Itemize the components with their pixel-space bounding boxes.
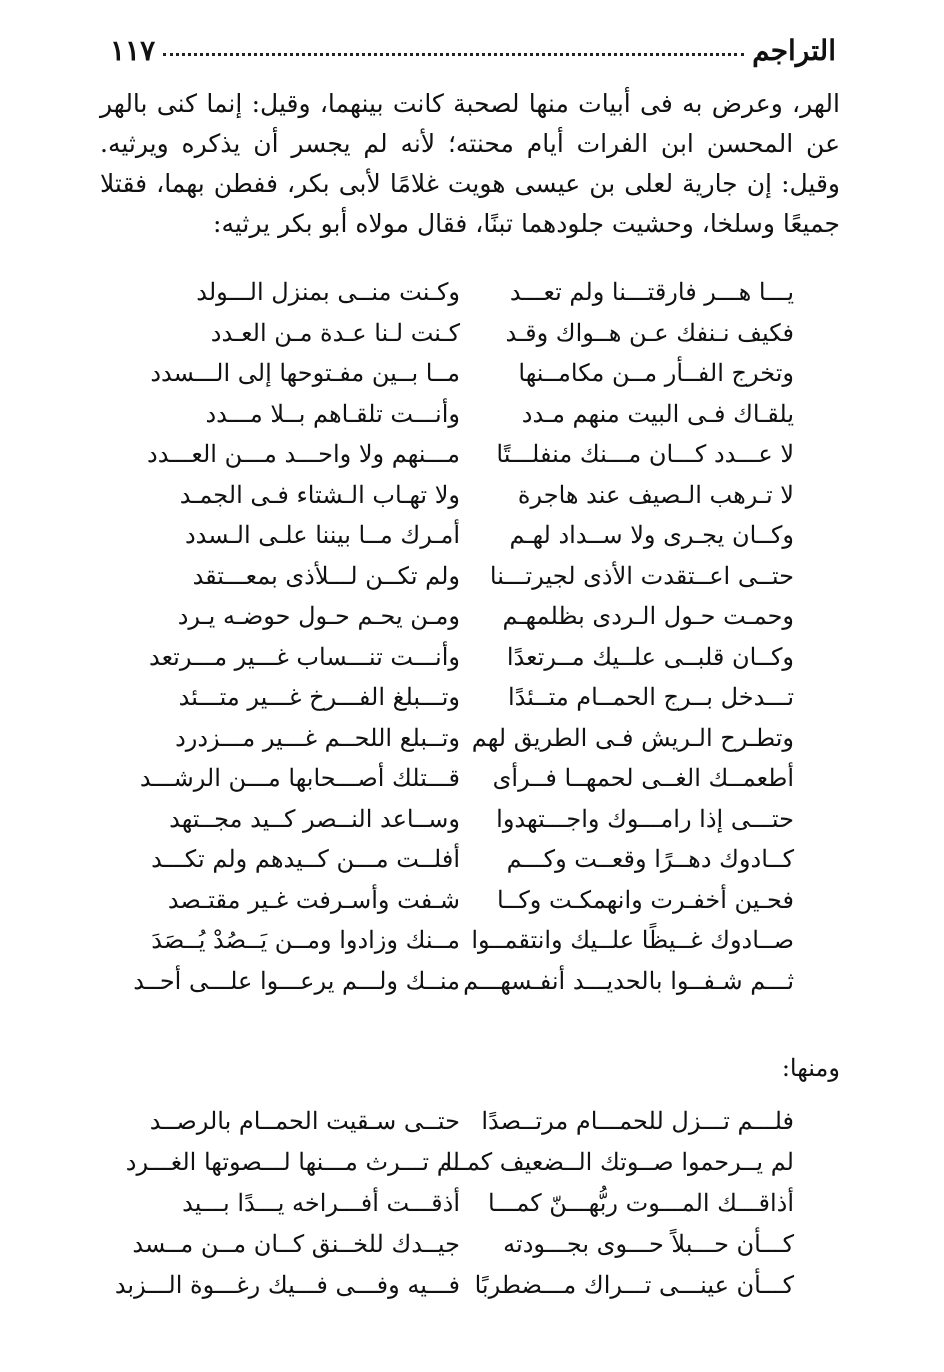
second-hemistich: شـفت وأسـرفت غـير مقتـصد	[167, 885, 460, 914]
second-hemistich: ولم تكــن لـــلأذى بمعـــتقد	[192, 561, 460, 590]
verse-row	[160, 718, 794, 759]
verse-row	[160, 272, 794, 313]
verse-row	[132, 1223, 794, 1264]
running-head	[110, 30, 836, 70]
second-hemistich: وتــبلع اللحــم غـــير مـــزدرد	[175, 723, 460, 752]
verse-row	[160, 677, 794, 718]
verse-row	[147, 434, 794, 475]
leader-dots	[163, 53, 744, 56]
paragraph: الهر، وعرض به فى أبيات منها لصحبة كانت بينهما، وقيل: إنما كنى بالهر عن المحسن ابن الفرات أيام محنته؛ لأنه لم يجسر أن يذكره ويرثيه. وقيل: إن جارية لعلى بن عيسى هويت غلامًا لأبى بكر، ففطن بهما، فقتلا جميعًا وسلخا، وحشيت جلودهما تبنًا، فقال مولاه أبو بكر يرثيه:	[100, 89, 840, 238]
second-hemistich: وســاعد النــصر كــيد مجــتهد	[169, 804, 460, 833]
first-hemistich: فلـــم تـــزل للحمـــام مرتــصدًا	[481, 1106, 794, 1135]
second-hemistich: أذقـــت أفـــراخه يـــدًا بـــيد	[182, 1188, 460, 1217]
verse-row	[150, 353, 794, 394]
first-hemistich: لا عـــدد كـــان مـــنك منفلـــتًا	[496, 440, 794, 469]
second-hemistich: جيــدك للخــنق كــان مــن مــسد	[132, 1229, 460, 1258]
section-title: التراجم	[752, 33, 836, 67]
first-hemistich: فحـين أخفـرت وانهمكـت وكــا	[496, 885, 794, 914]
first-hemistich: وتطـرح الـريش فـى الطريق لهم	[471, 723, 794, 752]
second-hemistich: وأنـــت تلقـاهم بــلا مـــدد	[205, 399, 460, 428]
second-hemistich: حتــى سـقيت الحمــام بالرصــد	[149, 1106, 460, 1135]
poem-block	[133, 272, 794, 1001]
verse-row	[133, 961, 794, 1002]
first-hemistich: وكــان يجـرى ولا ســداد لهـم	[509, 521, 794, 550]
verse-row	[160, 799, 794, 840]
second-hemistich: وكـنت منــى بمنزل الـــولد	[196, 278, 460, 307]
first-hemistich: أطعمــك الغــى لحمهــا فــرأى	[492, 764, 794, 793]
second-hemistich: مــنك وزادوا ومــن يَــصُدْ يُــصَدَ	[151, 926, 460, 955]
first-hemistich: كـــأن حـــبلاً حـــوى بجـــودته	[503, 1229, 794, 1258]
verse-row	[160, 556, 794, 597]
first-hemistich: لم يــرحموا صــوتك الــضعيف كمــا	[445, 1147, 794, 1176]
verse-row	[151, 839, 794, 880]
second-hemistich: مــا بــين مفـتوحها إلى الـــسدد	[150, 359, 460, 388]
first-hemistich: حتــى اعــتقدت الأذى لجيرتـــنا	[489, 561, 794, 590]
verse-row	[160, 1182, 794, 1223]
first-hemistich: حتـــى إذا رامـــوك واجـــتهدوا	[496, 804, 794, 833]
section-label: ومنها:	[781, 1054, 840, 1082]
first-hemistich: يـــا هـــر فارقتـــنا ولم تعـــد	[509, 278, 794, 307]
first-hemistich: وكــان قلبــى علــيك مــرتعدًا	[506, 642, 794, 671]
verse-row	[160, 880, 794, 921]
verse-row	[160, 394, 794, 435]
verse-row	[125, 1141, 794, 1182]
prose-paragraph	[100, 84, 840, 244]
first-hemistich: صــادوك غــيظًا علــيك وانتقمــوا	[471, 926, 794, 955]
second-hemistich: قـــتلك أصـــحابها مـــن الرشـــد	[139, 764, 460, 793]
poem-block	[114, 1100, 794, 1305]
second-hemistich: منــك ولـــم يرعـــوا علـــى أحــد	[133, 966, 460, 995]
first-hemistich: وتخرج الفــأر مــن مكامــنها	[518, 359, 794, 388]
first-hemistich: تـــدخل بــرج الحمــام متــئدًا	[508, 683, 794, 712]
verse-row	[160, 475, 794, 516]
second-hemistich: كـنت لـنا عـدة مـن العـدد	[210, 318, 460, 347]
page-number: ١١٧	[110, 33, 156, 67]
second-hemistich: ومـن يحـم حـول حوضـه يـرد	[177, 602, 460, 631]
first-hemistich: أذاقـــك المـــوت ربُّهـــنّ كمـــا	[487, 1188, 794, 1217]
first-hemistich: فكيف نـنفك عـن هــواك وقـد	[505, 318, 794, 347]
second-hemistich: مـــنهم ولا واحـــد مـــن العـــدد	[147, 440, 460, 469]
first-hemistich: يلقـاك فـى البيت منهم مـدد	[521, 399, 794, 428]
first-hemistich: كـــأن عينـــى تـــراك مـــضطربًا	[474, 1270, 794, 1299]
second-hemistich: ولا تهـاب الـشتاء فـى الجمـد	[179, 480, 460, 509]
verse-row	[149, 1100, 794, 1141]
first-hemistich: لا تـرهب الـصيف عند هاجرة	[517, 480, 794, 509]
first-hemistich: كــادوك دهــرًا وقعــت وكـــم	[506, 845, 794, 874]
verse-row	[151, 920, 794, 961]
verse-row	[149, 637, 794, 678]
second-hemistich: فـــيه وفـــى فـــيك رغـــوة الـــزبد	[114, 1270, 460, 1299]
first-hemistich: ثـــم شـفــوا بالحديـــد أنفـسهـــم	[463, 966, 794, 995]
second-hemistich: لم تـــرث مـــنها لـــصوتها الغـــرد	[125, 1147, 460, 1176]
first-hemistich: وحمـت حـول الـردى بظلمهـم	[502, 602, 794, 631]
verse-row	[160, 515, 794, 556]
verse-row	[160, 596, 794, 637]
second-hemistich: أفلــت مـــن كــيدهم ولم تكـــد	[151, 845, 460, 874]
second-hemistich: أمـرك مــا بيننا علـى الـسدد	[184, 521, 460, 550]
verse-row	[160, 313, 794, 354]
verse-row	[114, 1264, 794, 1305]
verse-row	[139, 758, 794, 799]
second-hemistich: وأنـــت تنـــساب غـــير مـــرتعد	[149, 642, 460, 671]
second-hemistich: وتـــبلغ الفـــرخ غـــير متـــئد	[178, 683, 460, 712]
